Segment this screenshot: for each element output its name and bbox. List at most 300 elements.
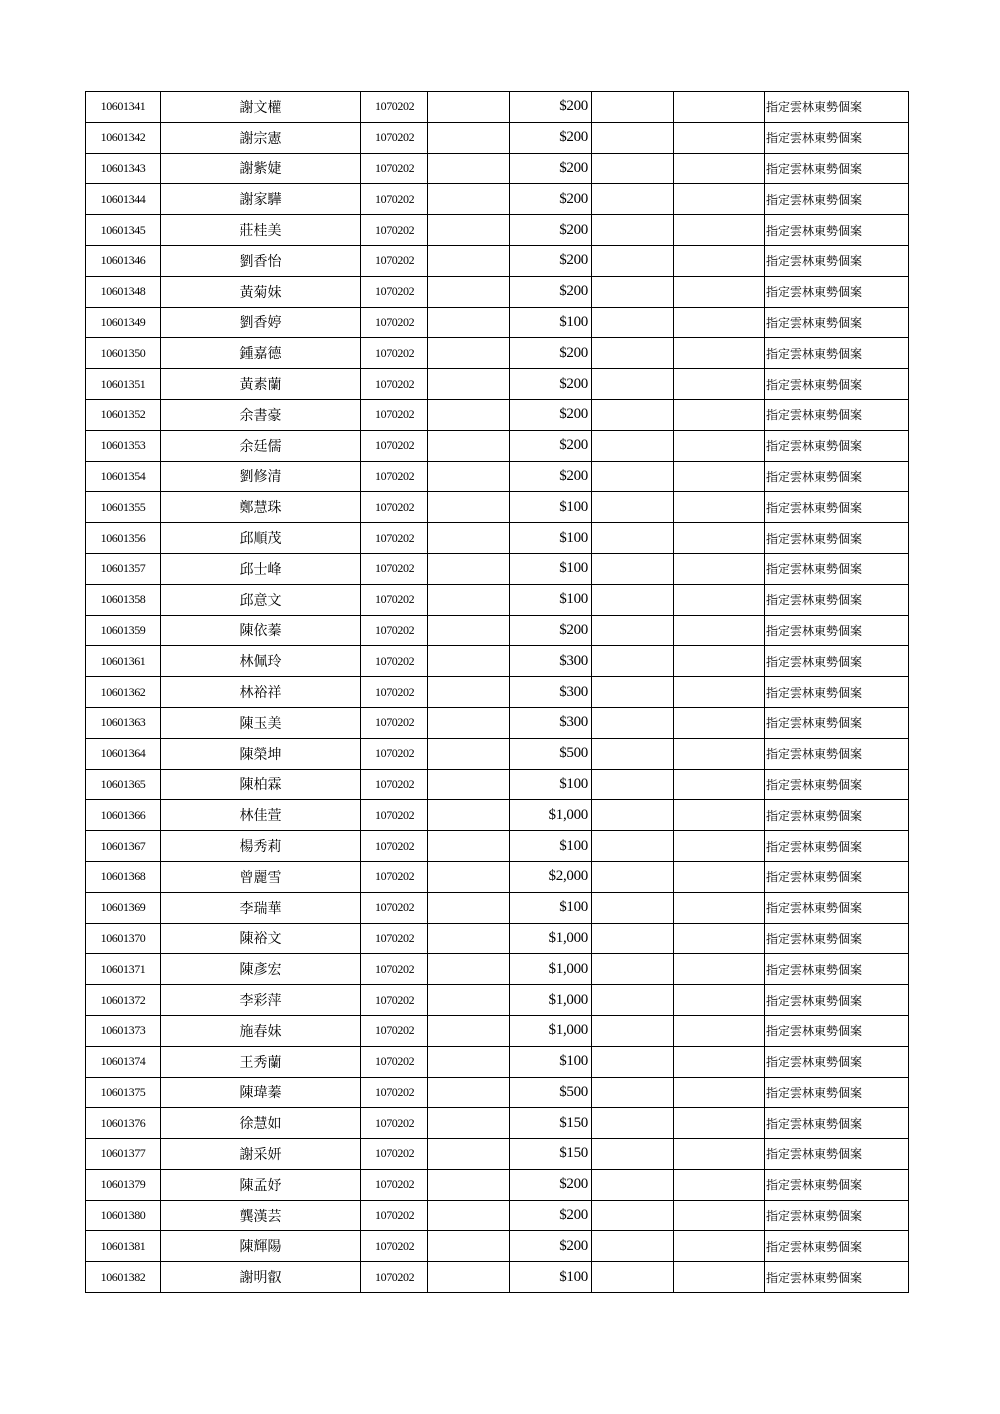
empty-cell	[674, 338, 765, 369]
date-cell: 1070202	[361, 1139, 428, 1170]
amount-cell: $1,000	[510, 954, 592, 985]
empty-cell	[428, 1046, 510, 1077]
empty-cell	[428, 738, 510, 769]
receipt-id-cell: 10601366	[86, 800, 161, 831]
empty-cell	[592, 923, 674, 954]
table-row	[86, 492, 909, 523]
date-cell: 1070202	[361, 1108, 428, 1139]
empty-cell	[674, 954, 765, 985]
receipt-id-cell: 10601356	[86, 523, 161, 554]
receipt-id-cell: 10601373	[86, 1015, 161, 1046]
note-cell: 指定雲林東勢個案	[765, 276, 909, 307]
receipt-id-cell: 10601382	[86, 1262, 161, 1293]
empty-cell	[592, 985, 674, 1016]
note-cell: 指定雲林東勢個案	[765, 1200, 909, 1231]
empty-cell	[674, 923, 765, 954]
empty-cell	[428, 615, 510, 646]
empty-cell	[674, 307, 765, 338]
empty-cell	[592, 1231, 674, 1262]
receipt-id-cell: 10601361	[86, 646, 161, 677]
empty-cell	[674, 584, 765, 615]
empty-cell	[592, 553, 674, 584]
receipt-id-cell: 10601363	[86, 707, 161, 738]
table-row	[86, 184, 909, 215]
note-cell: 指定雲林東勢個案	[765, 369, 909, 400]
note-cell: 指定雲林東勢個案	[765, 1077, 909, 1108]
empty-cell	[428, 1262, 510, 1293]
date-cell: 1070202	[361, 923, 428, 954]
donor-name-cell: 徐慧如	[161, 1108, 361, 1139]
date-cell: 1070202	[361, 769, 428, 800]
amount-cell: $200	[510, 122, 592, 153]
receipt-id-cell: 10601344	[86, 184, 161, 215]
date-cell: 1070202	[361, 553, 428, 584]
note-cell: 指定雲林東勢個案	[765, 1231, 909, 1262]
empty-cell	[592, 122, 674, 153]
empty-cell	[428, 338, 510, 369]
empty-cell	[592, 430, 674, 461]
donor-name-cell: 王秀蘭	[161, 1046, 361, 1077]
date-cell: 1070202	[361, 615, 428, 646]
amount-cell: $200	[510, 338, 592, 369]
date-cell: 1070202	[361, 738, 428, 769]
date-cell: 1070202	[361, 800, 428, 831]
table-row	[86, 1200, 909, 1231]
date-cell: 1070202	[361, 153, 428, 184]
donor-name-cell: 余廷儒	[161, 430, 361, 461]
amount-cell: $200	[510, 399, 592, 430]
donor-name-cell: 劉香怡	[161, 245, 361, 276]
note-cell: 指定雲林東勢個案	[765, 985, 909, 1016]
empty-cell	[428, 369, 510, 400]
note-cell: 指定雲林東勢個案	[765, 92, 909, 123]
empty-cell	[428, 707, 510, 738]
date-cell: 1070202	[361, 92, 428, 123]
empty-cell	[592, 369, 674, 400]
note-cell: 指定雲林東勢個案	[765, 861, 909, 892]
note-cell: 指定雲林東勢個案	[765, 800, 909, 831]
note-cell: 指定雲林東勢個案	[765, 461, 909, 492]
empty-cell	[592, 1077, 674, 1108]
empty-cell	[592, 307, 674, 338]
note-cell: 指定雲林東勢個案	[765, 677, 909, 708]
date-cell: 1070202	[361, 461, 428, 492]
donor-name-cell: 楊秀莉	[161, 831, 361, 862]
receipt-id-cell: 10601367	[86, 831, 161, 862]
donor-name-cell: 曾麗雪	[161, 861, 361, 892]
amount-cell: $1,000	[510, 985, 592, 1016]
amount-cell: $500	[510, 1077, 592, 1108]
amount-cell: $100	[510, 1262, 592, 1293]
table-row	[86, 677, 909, 708]
empty-cell	[674, 276, 765, 307]
empty-cell	[592, 184, 674, 215]
note-cell: 指定雲林東勢個案	[765, 769, 909, 800]
receipt-id-cell: 10601371	[86, 954, 161, 985]
empty-cell	[674, 369, 765, 400]
date-cell: 1070202	[361, 430, 428, 461]
donor-name-cell: 劉修清	[161, 461, 361, 492]
empty-cell	[428, 492, 510, 523]
donor-name-cell: 鍾嘉德	[161, 338, 361, 369]
table-row	[86, 831, 909, 862]
amount-cell: $150	[510, 1139, 592, 1170]
table-row	[86, 646, 909, 677]
donor-name-cell: 莊桂美	[161, 215, 361, 246]
donor-name-cell: 黃素蘭	[161, 369, 361, 400]
date-cell: 1070202	[361, 892, 428, 923]
empty-cell	[674, 861, 765, 892]
amount-cell: $200	[510, 461, 592, 492]
note-cell: 指定雲林東勢個案	[765, 492, 909, 523]
amount-cell: $200	[510, 215, 592, 246]
date-cell: 1070202	[361, 1077, 428, 1108]
receipt-id-cell: 10601381	[86, 1231, 161, 1262]
amount-cell: $1,000	[510, 923, 592, 954]
empty-cell	[592, 338, 674, 369]
empty-cell	[674, 523, 765, 554]
empty-cell	[428, 1015, 510, 1046]
note-cell: 指定雲林東勢個案	[765, 153, 909, 184]
empty-cell	[428, 954, 510, 985]
date-cell: 1070202	[361, 707, 428, 738]
note-cell: 指定雲林東勢個案	[765, 892, 909, 923]
note-cell: 指定雲林東勢個案	[765, 923, 909, 954]
empty-cell	[428, 584, 510, 615]
empty-cell	[428, 92, 510, 123]
empty-cell	[674, 461, 765, 492]
empty-cell	[592, 1108, 674, 1139]
empty-cell	[674, 122, 765, 153]
amount-cell: $100	[510, 831, 592, 862]
empty-cell	[428, 184, 510, 215]
date-cell: 1070202	[361, 1169, 428, 1200]
empty-cell	[674, 215, 765, 246]
donor-name-cell: 陳柏霖	[161, 769, 361, 800]
receipt-id-cell: 10601365	[86, 769, 161, 800]
empty-cell	[592, 769, 674, 800]
amount-cell: $200	[510, 92, 592, 123]
note-cell: 指定雲林東勢個案	[765, 338, 909, 369]
empty-cell	[674, 184, 765, 215]
receipt-id-cell: 10601375	[86, 1077, 161, 1108]
donation-table	[85, 91, 909, 1293]
note-cell: 指定雲林東勢個案	[765, 1262, 909, 1293]
receipt-id-cell: 10601351	[86, 369, 161, 400]
donor-name-cell: 謝宗憲	[161, 122, 361, 153]
receipt-id-cell: 10601342	[86, 122, 161, 153]
note-cell: 指定雲林東勢個案	[765, 215, 909, 246]
note-cell: 指定雲林東勢個案	[765, 553, 909, 584]
donor-name-cell: 林佳萱	[161, 800, 361, 831]
empty-cell	[428, 831, 510, 862]
empty-cell	[592, 615, 674, 646]
amount-cell: $150	[510, 1108, 592, 1139]
amount-cell: $300	[510, 707, 592, 738]
empty-cell	[592, 1169, 674, 1200]
table-row	[86, 861, 909, 892]
note-cell: 指定雲林東勢個案	[765, 245, 909, 276]
table-row	[86, 399, 909, 430]
empty-cell	[592, 245, 674, 276]
receipt-id-cell: 10601364	[86, 738, 161, 769]
table-row	[86, 1108, 909, 1139]
amount-cell: $200	[510, 615, 592, 646]
note-cell: 指定雲林東勢個案	[765, 1046, 909, 1077]
table-row	[86, 430, 909, 461]
date-cell: 1070202	[361, 985, 428, 1016]
table-row	[86, 1231, 909, 1262]
table-row	[86, 923, 909, 954]
empty-cell	[592, 523, 674, 554]
empty-cell	[428, 153, 510, 184]
table-row	[86, 584, 909, 615]
donor-name-cell: 黃菊妹	[161, 276, 361, 307]
empty-cell	[592, 707, 674, 738]
receipt-id-cell: 10601379	[86, 1169, 161, 1200]
empty-cell	[674, 615, 765, 646]
donor-name-cell: 林裕祥	[161, 677, 361, 708]
empty-cell	[592, 1015, 674, 1046]
empty-cell	[592, 492, 674, 523]
date-cell: 1070202	[361, 1262, 428, 1293]
donor-name-cell: 林佩玲	[161, 646, 361, 677]
empty-cell	[674, 1015, 765, 1046]
table-row	[86, 1262, 909, 1293]
note-cell: 指定雲林東勢個案	[765, 707, 909, 738]
note-cell: 指定雲林東勢個案	[765, 307, 909, 338]
table-row	[86, 1139, 909, 1170]
empty-cell	[674, 677, 765, 708]
empty-cell	[592, 276, 674, 307]
date-cell: 1070202	[361, 307, 428, 338]
empty-cell	[428, 1139, 510, 1170]
date-cell: 1070202	[361, 215, 428, 246]
empty-cell	[674, 800, 765, 831]
donor-name-cell: 陳瑋蓁	[161, 1077, 361, 1108]
receipt-id-cell: 10601352	[86, 399, 161, 430]
date-cell: 1070202	[361, 399, 428, 430]
empty-cell	[674, 1046, 765, 1077]
empty-cell	[428, 215, 510, 246]
date-cell: 1070202	[361, 831, 428, 862]
amount-cell: $1,000	[510, 800, 592, 831]
empty-cell	[674, 1200, 765, 1231]
empty-cell	[592, 892, 674, 923]
receipt-id-cell: 10601343	[86, 153, 161, 184]
donor-name-cell: 謝明叡	[161, 1262, 361, 1293]
amount-cell: $100	[510, 307, 592, 338]
table-row	[86, 338, 909, 369]
receipt-id-cell: 10601355	[86, 492, 161, 523]
empty-cell	[428, 646, 510, 677]
table-row	[86, 615, 909, 646]
empty-cell	[592, 1046, 674, 1077]
table-row	[86, 215, 909, 246]
amount-cell: $100	[510, 892, 592, 923]
table-row	[86, 122, 909, 153]
amount-cell: $200	[510, 1169, 592, 1200]
table-row	[86, 245, 909, 276]
donor-name-cell: 謝文權	[161, 92, 361, 123]
receipt-id-cell: 10601368	[86, 861, 161, 892]
empty-cell	[674, 1077, 765, 1108]
empty-cell	[674, 769, 765, 800]
table-row	[86, 1046, 909, 1077]
note-cell: 指定雲林東勢個案	[765, 1169, 909, 1200]
amount-cell: $100	[510, 553, 592, 584]
donor-name-cell: 陳孟妤	[161, 1169, 361, 1200]
empty-cell	[674, 153, 765, 184]
donor-name-cell: 邱士峰	[161, 553, 361, 584]
receipt-id-cell: 10601358	[86, 584, 161, 615]
amount-cell: $500	[510, 738, 592, 769]
amount-cell: $200	[510, 245, 592, 276]
empty-cell	[592, 738, 674, 769]
note-cell: 指定雲林東勢個案	[765, 430, 909, 461]
donor-name-cell: 謝采妍	[161, 1139, 361, 1170]
receipt-id-cell: 10601349	[86, 307, 161, 338]
empty-cell	[428, 276, 510, 307]
empty-cell	[674, 430, 765, 461]
donor-name-cell: 鄭慧珠	[161, 492, 361, 523]
receipt-id-cell: 10601348	[86, 276, 161, 307]
empty-cell	[428, 399, 510, 430]
donor-name-cell: 劉香婷	[161, 307, 361, 338]
empty-cell	[592, 677, 674, 708]
empty-cell	[592, 1139, 674, 1170]
table-row	[86, 738, 909, 769]
receipt-id-cell: 10601353	[86, 430, 161, 461]
note-cell: 指定雲林東勢個案	[765, 399, 909, 430]
empty-cell	[674, 707, 765, 738]
empty-cell	[674, 1262, 765, 1293]
donor-name-cell: 邱意文	[161, 584, 361, 615]
note-cell: 指定雲林東勢個案	[765, 738, 909, 769]
empty-cell	[592, 646, 674, 677]
date-cell: 1070202	[361, 677, 428, 708]
donor-name-cell: 施春妹	[161, 1015, 361, 1046]
note-cell: 指定雲林東勢個案	[765, 523, 909, 554]
note-cell: 指定雲林東勢個案	[765, 122, 909, 153]
empty-cell	[674, 646, 765, 677]
donor-name-cell: 余書豪	[161, 399, 361, 430]
empty-cell	[592, 92, 674, 123]
table-row	[86, 800, 909, 831]
amount-cell: $200	[510, 276, 592, 307]
empty-cell	[592, 831, 674, 862]
date-cell: 1070202	[361, 276, 428, 307]
date-cell: 1070202	[361, 1046, 428, 1077]
donor-name-cell: 陳玉美	[161, 707, 361, 738]
donor-name-cell: 李瑞華	[161, 892, 361, 923]
receipt-id-cell: 10601369	[86, 892, 161, 923]
empty-cell	[674, 738, 765, 769]
table-row	[86, 954, 909, 985]
table-row	[86, 461, 909, 492]
empty-cell	[428, 800, 510, 831]
table-row	[86, 369, 909, 400]
empty-cell	[428, 307, 510, 338]
receipt-id-cell: 10601359	[86, 615, 161, 646]
empty-cell	[674, 553, 765, 584]
donor-name-cell: 李彩萍	[161, 985, 361, 1016]
receipt-id-cell: 10601357	[86, 553, 161, 584]
donor-name-cell: 邱順茂	[161, 523, 361, 554]
date-cell: 1070202	[361, 954, 428, 985]
empty-cell	[428, 553, 510, 584]
receipt-id-cell: 10601345	[86, 215, 161, 246]
table-body	[86, 92, 909, 1293]
empty-cell	[428, 461, 510, 492]
empty-cell	[428, 1169, 510, 1200]
donor-name-cell: 陳依蓁	[161, 615, 361, 646]
empty-cell	[592, 1200, 674, 1231]
donor-name-cell: 龔漢芸	[161, 1200, 361, 1231]
note-cell: 指定雲林東勢個案	[765, 646, 909, 677]
empty-cell	[428, 861, 510, 892]
table-row	[86, 523, 909, 554]
empty-cell	[674, 492, 765, 523]
empty-cell	[674, 1108, 765, 1139]
table-row	[86, 707, 909, 738]
receipt-id-cell: 10601377	[86, 1139, 161, 1170]
receipt-id-cell: 10601380	[86, 1200, 161, 1231]
amount-cell: $200	[510, 430, 592, 461]
empty-cell	[428, 1077, 510, 1108]
empty-cell	[592, 861, 674, 892]
donor-name-cell: 陳輝陽	[161, 1231, 361, 1262]
amount-cell: $100	[510, 1046, 592, 1077]
date-cell: 1070202	[361, 184, 428, 215]
note-cell: 指定雲林東勢個案	[765, 184, 909, 215]
note-cell: 指定雲林東勢個案	[765, 1108, 909, 1139]
date-cell: 1070202	[361, 1200, 428, 1231]
donor-name-cell: 陳裕文	[161, 923, 361, 954]
empty-cell	[592, 399, 674, 430]
amount-cell: $200	[510, 369, 592, 400]
empty-cell	[674, 399, 765, 430]
receipt-id-cell: 10601350	[86, 338, 161, 369]
empty-cell	[428, 1231, 510, 1262]
table-row	[86, 985, 909, 1016]
table-row	[86, 92, 909, 123]
amount-cell: $200	[510, 1200, 592, 1231]
note-cell: 指定雲林東勢個案	[765, 1139, 909, 1170]
empty-cell	[674, 892, 765, 923]
receipt-id-cell: 10601374	[86, 1046, 161, 1077]
empty-cell	[592, 461, 674, 492]
empty-cell	[428, 769, 510, 800]
amount-cell: $300	[510, 646, 592, 677]
empty-cell	[428, 122, 510, 153]
date-cell: 1070202	[361, 1015, 428, 1046]
table-row	[86, 769, 909, 800]
date-cell: 1070202	[361, 122, 428, 153]
receipt-id-cell: 10601341	[86, 92, 161, 123]
date-cell: 1070202	[361, 338, 428, 369]
donor-name-cell: 陳榮坤	[161, 738, 361, 769]
note-cell: 指定雲林東勢個案	[765, 954, 909, 985]
receipt-id-cell: 10601370	[86, 923, 161, 954]
receipt-id-cell: 10601346	[86, 245, 161, 276]
empty-cell	[674, 1169, 765, 1200]
table-row	[86, 553, 909, 584]
receipt-id-cell: 10601372	[86, 985, 161, 1016]
date-cell: 1070202	[361, 492, 428, 523]
amount-cell: $100	[510, 584, 592, 615]
donor-name-cell: 陳彥宏	[161, 954, 361, 985]
